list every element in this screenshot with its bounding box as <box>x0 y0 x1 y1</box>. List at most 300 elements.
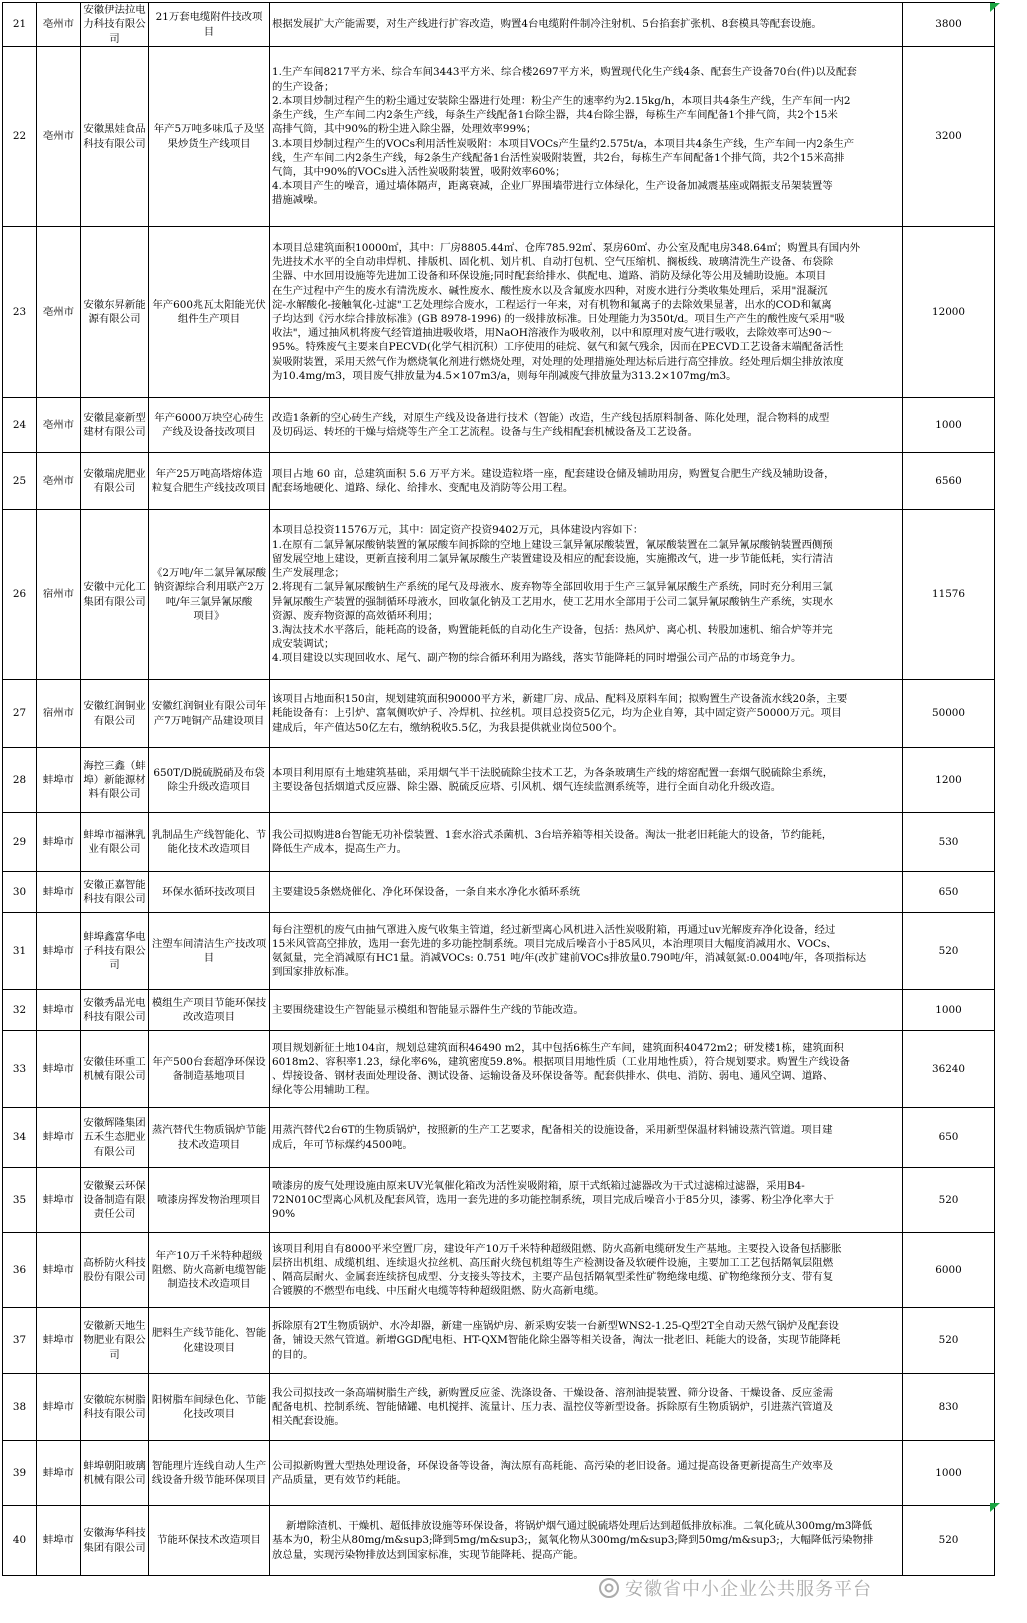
cell-line: 环保水循环技改项目 <box>162 885 256 898</box>
construction-content-cell <box>270 398 903 453</box>
row-number: 30 <box>3 872 37 913</box>
project-name-cell <box>149 1441 270 1506</box>
watermark <box>598 1575 872 1601</box>
investment-amount-cell: 1000 <box>903 990 995 1031</box>
cell-line: 合镀膜的不燃型布电线、中压耐火电缆等特种超级阻燃、防火高新电缆。 <box>272 1285 605 1298</box>
cell-line: 安徽正嘉智 <box>83 878 136 891</box>
cell-line: 放总量，实现污染物排放达到国家标准，实现节能降耗、提高产能。 <box>272 1548 584 1561</box>
cell-line: 坚果炒货生产线项目 <box>167 123 265 150</box>
row-number: 26 <box>3 510 37 680</box>
cell-line: 建成后，年产值达50亿左右，缴纳税收5.5亿，为我县提供就业岗位500个。 <box>272 721 623 734</box>
company-cell <box>81 990 149 1031</box>
cell-line: 及切码运、转坯的干燥与焙烧等生产全工艺流程。设备与生产线相配套机械设备及工艺设备。 <box>272 426 699 438</box>
cell-line: 技集团有限 <box>83 1527 146 1554</box>
construction-content-cell <box>270 813 903 872</box>
city-cell: 蚌埠市 <box>37 990 81 1031</box>
cell-line: 安徽辉隆集 <box>83 1117 136 1130</box>
city-cell: 蚌埠市 <box>37 1168 81 1233</box>
cell-line: 项目 <box>245 1474 267 1486</box>
cell-line: 公司 <box>124 1271 146 1283</box>
cell-line: 项目 <box>203 937 267 964</box>
cell-line: 海控三鑫 <box>83 759 125 772</box>
table-row <box>3 913 995 990</box>
cell-line: 型建材有限 <box>83 411 146 438</box>
row-number: 38 <box>3 1374 37 1441</box>
row-number: 37 <box>3 1308 37 1374</box>
company-cell <box>81 748 149 813</box>
cell-line: 项目》 <box>193 609 225 622</box>
row-number: 31 <box>3 913 37 990</box>
project-name-cell <box>149 453 270 510</box>
cell-line: 设备制造基地项目 <box>172 1055 266 1082</box>
cell-line: 措施减噪。 <box>272 194 324 207</box>
cell-line: 有限责任公 <box>93 1193 146 1221</box>
project-name-cell <box>149 813 270 872</box>
table-row <box>3 872 995 913</box>
cell-line: 智能理片连线自动人生 <box>151 1459 256 1472</box>
cell-line: 公司 <box>124 1408 146 1420</box>
cell-line: 能化建设项目 <box>183 1327 267 1354</box>
cell-line: 公司 <box>124 137 146 150</box>
investment-amount-cell: 530 <box>903 813 995 872</box>
cell-line: 2.本项目炒制过程产生的粉尘通过安装除尘器进行处理：粉尘产生的速率约为2.15kg/h，本项目共4条生产线，生产车间一内2 <box>272 94 851 107</box>
city-cell: 亳州市 <box>37 47 81 227</box>
cell-line: 司 <box>130 843 141 855</box>
city-cell: 亳州市 <box>37 227 81 398</box>
project-name-cell <box>149 748 270 813</box>
cell-line: 安徽昆豪新 <box>83 411 136 424</box>
city-cell: 亳州市 <box>37 3 81 47</box>
project-name-cell <box>149 227 270 398</box>
cell-line: 、隔高层耐火、金属套连续挤包成型、分支接头等技术，主要产品包括隔氧型柔性矿物绝缘电缆、矿物绝缘预分支、带有复 <box>272 1271 834 1283</box>
row-number: 25 <box>3 453 37 510</box>
cell-line: 线，生产车间二内2条生产线，每2条生产线配备1台活性炭吸附装置，共2台，每栋生产车间配备1个排气筒，共2个15米高排 <box>272 151 845 164</box>
cell-line: 项目规划新征土地104亩，规划总建筑面积46490 m2，其中包括6栋生产车间，建筑面积40472m2；研发楼1栋，建筑面积 <box>272 1041 844 1054</box>
cell-line: 乳制品生产线智能化、 <box>151 828 256 841</box>
cell-line: 安徽佳环重 <box>83 1055 136 1068</box>
construction-content-cell <box>270 510 903 680</box>
city-cell: 蚌埠市 <box>37 1108 81 1168</box>
construction-content-cell <box>270 1168 903 1233</box>
city-cell: 宿州市 <box>37 680 81 748</box>
cell-line: 项目 <box>203 11 263 38</box>
cell-line: 2万吨/年三氯异氰尿酸 <box>165 581 265 608</box>
investment-amount-cell: 830 <box>903 1374 995 1441</box>
cell-line: 4.本项目产生的噪音，通过墙体隔声，距离衰减，企业厂界围墙带进行立体绿化，生产设备加减震基座或隔振支吊架装置等 <box>272 180 833 193</box>
cell-line: 年产500台套超净环保 <box>152 1055 256 1068</box>
cell-line: 限公司 <box>109 944 146 972</box>
row-number: 32 <box>3 990 37 1031</box>
row-number: 33 <box>3 1031 37 1108</box>
city-cell: 亳州市 <box>37 398 81 453</box>
construction-content-cell <box>270 1441 903 1506</box>
cell-line: 公司 <box>124 893 146 905</box>
cell-line: 先进技术水平的全自动串焊机、排版机、固化机、划片机、自动打包机、空气压缩机、搁板线、玻璃清洗生产设备、布袋除 <box>272 256 834 269</box>
cell-line: 主要围绕建设生产智能显示模组和智能显示器件生产线的节能改造。 <box>272 1003 584 1016</box>
cell-line: 公司 <box>124 1011 146 1023</box>
cell-line: 璃机械有限 <box>83 1459 146 1486</box>
cell-line: 95%。特殊废气主要来自PECVD(化学气相沉积）工序使用的硅烷、氨气和氮气残余，因而在PECVD工艺设备末端配备活性 <box>272 341 844 354</box>
cell-line: 项目 <box>243 714 265 727</box>
project-name-cell <box>149 3 270 47</box>
cell-line: 安徽红润铜 <box>83 700 136 713</box>
cell-line: 年产6000万块空心砖生 <box>154 411 264 424</box>
cell-line: 6018m2、容积率1.23，绿化率6%，建筑密度59.8%。根据项目用地性质（工业用地性质），符合规划要求。购置生产线设备 <box>272 1055 850 1068</box>
wechat-logo-icon <box>598 1577 620 1599</box>
corner-marker-top <box>990 3 1000 12</box>
cell-line: 年产5万吨多味瓜子及 <box>153 123 254 136</box>
project-name-cell <box>149 510 270 680</box>
cell-line: 公司 <box>124 1541 146 1554</box>
cell-line: 年产7万吨铜产品建设 <box>153 700 267 727</box>
cell-line: 备，铺设天然气管道。新增GGD配电柜、HT-QXM智能化除尘器等相关设备，淘汰一批老旧、耗能大的设备，实现节能降耗 <box>272 1334 841 1347</box>
company-cell <box>81 1441 149 1506</box>
cell-line: 改造1条新的空心砖生产线，对原生产线及设备进行技术（智能）改造，生产线包括原料制备、陈化处理，混合物料的成型 <box>272 411 830 424</box>
city-cell: 蚌埠市 <box>37 1031 81 1108</box>
cell-line: 3.淘汰技术水平落后，能耗高的设备，购置能耗低的自动化生产设备，包括：热风炉、离心机、转股加速机、缩合炉等并完 <box>272 623 833 636</box>
cell-line: 21万套电缆附件技改 <box>155 11 252 24</box>
cell-line: 安徽秀晶光 <box>83 996 136 1009</box>
project-name-cell <box>149 1233 270 1308</box>
cell-line: 公司 <box>124 1474 146 1486</box>
cell-line: 1.生产车间8217平方米、综合车间3443平方米、综合楼2697平方米，购置现代化生产线4条、配套生产设备70台(件)以及配套 <box>272 66 857 79</box>
row-number: 36 <box>3 1233 37 1308</box>
project-name-cell <box>149 680 270 748</box>
row-number: 35 <box>3 1168 37 1233</box>
cell-line: 司 <box>124 1208 136 1221</box>
investment-amount-cell: 1000 <box>903 1441 995 1506</box>
cell-line: 我公司拟技改一条高端树脂生产线，新购置反应釜、洗涤设备、干燥设备、溶剂油提装置、筛分设备、干燥设备、反应釜需 <box>272 1386 834 1399</box>
cell-line: 能科技有限 <box>83 878 146 905</box>
company-cell <box>81 1108 149 1168</box>
cell-line: 的目的。 <box>272 1348 314 1361</box>
cell-line: 生产发展理念； <box>272 567 345 580</box>
cell-line: 该项目占地面积150亩，规划建筑面积90000平方米，新建厂房、成品、配料及原料车间；拟购置生产设备流水线20条，主要 <box>272 693 848 706</box>
cell-line: 阳树脂车间绿色化、节 <box>151 1393 256 1406</box>
cell-line: 高排气筒，其中90%的粉尘进入除尘器，处理效率99%； <box>272 123 537 136</box>
cell-line: 能技术改造项目 <box>177 1124 267 1151</box>
company-cell <box>81 47 149 227</box>
cell-line: 子均达到《污水综合排放标准》(GB 8978-1996) 的一级排放标准。日处理能力为350t/d。项目生产产生的酸性废气采用"吸 <box>272 313 845 325</box>
cell-line: 本项目总建筑面积10000㎡，其中：厂房8805.44㎡、仓库785.92㎡、泵房60㎡、办公室及配电房348.64㎡；购置具有国内外 <box>272 241 860 254</box>
investment-amount-cell: 50000 <box>903 680 995 748</box>
construction-content-cell <box>270 1308 903 1374</box>
investment-amount-cell: 1000 <box>903 398 995 453</box>
cell-line: 团五禾生态 <box>83 1117 146 1144</box>
table-row <box>3 748 995 813</box>
cell-line: 条生产线，生产车间二内2条生产线，每条生产线配备1台除尘器，共4台除尘器，每栋生产车间配备1个排气筒，共2个15米 <box>272 109 838 122</box>
cell-line: 注塑车间清洁生产技改 <box>151 937 256 950</box>
cell-line: 配备电机、控制系统、智能储罐、电机搅拌、流量计、压力表、温控仪等新型设备。拆除原有生物质锅炉，引进蒸汽管道及 <box>272 1400 834 1413</box>
cell-line: 的生产设备； <box>272 80 335 93</box>
investment-amount-cell: 520 <box>903 913 995 990</box>
project-name-cell <box>149 1108 270 1168</box>
cell-line: 安徽瑞虎肥 <box>83 467 136 480</box>
row-number: 23 <box>3 227 37 398</box>
cell-line: （蚌埠）新 <box>83 759 146 786</box>
cell-line: 基本为0，粉尘从80mg/m&sup3;降到5mg/m&sup3;，氮氧化物从300mg/m&sup3;降到50mg/m&sup3;，大幅降低污染物排 <box>272 1534 874 1547</box>
investment-amount-cell: 36240 <box>903 1031 995 1108</box>
cell-line: 产品质量，更有效节约耗能。 <box>272 1474 408 1486</box>
cell-line: 保设备制造 <box>83 1179 146 1206</box>
cell-line: 用蒸汽替代2台6T的生物质锅炉，按照新的生产工艺要求，配备相关的设施设备，采用新型保温材料铺设蒸汽管道。项目建 <box>272 1124 833 1137</box>
project-name-cell <box>149 1374 270 1441</box>
company-cell <box>81 3 149 47</box>
cell-line: 每台注塑机的废气由抽气罩进入废气收集主管道，经过新型离心风机进入活性炭吸附箱，再通过uv光解废弃净化设备，经过 <box>272 923 836 936</box>
row-number: 24 <box>3 398 37 453</box>
cell-line: 拆除原有2T生物质锅炉、水冷却器，新建一座锅炉房、新采购安装一台新型WNS2-1.25-Q型2T全自动天然气锅炉及配套设 <box>272 1320 839 1333</box>
cell-line: 90% <box>272 1208 296 1221</box>
cell-line: 安徽黑娃食 <box>83 123 136 136</box>
cell-line: 淀-水解酸化-接触氧化-过滤"工艺处理综合废水，工程运行一年来，对有机物和氟离子的去除效果显著，出水的COD和氟离 <box>272 298 832 311</box>
cell-line: 安徽中元化 <box>83 581 136 594</box>
cell-line: 司 <box>130 313 141 325</box>
cell-line: 品科技有限 <box>83 123 146 150</box>
cell-line: 耗能设备有：上引炉、富氧侧吹炉子、冷焊机、拉丝机。项目总投资5亿元，均为企业自筹，其中固定资产50000万元。项目 <box>272 707 842 720</box>
company-cell <box>81 872 149 913</box>
cell-line: 电子科技有 <box>83 930 146 957</box>
cell-line: 喷漆房的废气处理设施由原来UV光氧催化箱改为活性炭吸附箱，原干式纸箱过滤器改为干式过滤棉过滤器，采用B4- <box>272 1179 805 1192</box>
cell-line: 模组生产项目节能环保 <box>151 996 256 1009</box>
table-row <box>3 990 995 1031</box>
company-cell <box>81 398 149 453</box>
cell-line: 安徽皖东树 <box>83 1393 136 1406</box>
row-number: 34 <box>3 1108 37 1168</box>
cell-line: 留发展空地上建设，更新直接利用二氯异氰尿酸生产装置建设及相应的配套设施，实施搬改气，进一步节能低耗，实行清洁 <box>272 552 834 565</box>
cell-line: 15米风管高空排放，选用一套先进的多功能控制系统。项目完成后噪音小于85风贝，本治理项目大幅度消减用水、VOCs、 <box>272 937 837 950</box>
investment-amount-cell: 12000 <box>903 227 995 398</box>
cell-line: 节能环保技术改造项目 <box>157 1534 261 1547</box>
cell-line: 到国家排放标准。 <box>272 966 356 979</box>
table-row <box>3 510 995 680</box>
cell-line: 成后，年可节标煤约4500吨。 <box>272 1138 413 1151</box>
cell-line: 项目占地 60 亩，总建筑面积 5.6 万平方米。建设造粒塔一座，配套建设仓储及辅助用房，购置复合肥生产线及辅助设备， <box>272 467 835 480</box>
construction-content-cell <box>270 3 903 47</box>
cell-line: 蚌埠朝阳玻 <box>83 1459 136 1472</box>
table-row <box>3 680 995 748</box>
cell-line: 能化技改项目 <box>183 1393 267 1420</box>
cell-line: 业有限公司 <box>93 700 146 727</box>
cell-line: 公司拟新购置大型热处理设备，环保设备等设备，淘汰原有高耗能、高污染的老旧设备。通过提高设备更新提高生产效率及 <box>272 1459 834 1472</box>
cell-line: 资源、废弃物资源的高效循环利用； <box>272 609 439 622</box>
investment-amount-cell: 6560 <box>903 453 995 510</box>
investment-amount-cell: 520 <box>903 1168 995 1233</box>
construction-content-cell <box>270 680 903 748</box>
city-cell: 蚌埠市 <box>37 813 81 872</box>
cell-line: 公司 <box>124 595 146 608</box>
construction-content-cell <box>270 872 903 913</box>
cell-line: 《2万吨/年二氯异氰尿 <box>151 567 256 580</box>
cell-line: 限公司 <box>109 18 146 45</box>
cell-line: 业有限公司 <box>93 467 146 494</box>
cell-line: 技股份有限 <box>83 1256 146 1283</box>
cell-line: 炭吸附装置，采用天然气作为燃烧氧化剂进行燃烧处理，对处理的处理措施处理达标后进行高空排放。经处理后烟尘排放浓度 <box>272 355 844 368</box>
table-row <box>3 1233 995 1308</box>
cell-line: 能源材料有 <box>88 773 146 801</box>
investment-amount-cell: 3800 <box>903 3 995 47</box>
cell-line: 工集团有限 <box>83 581 146 608</box>
project-name-cell <box>149 1308 270 1374</box>
cell-line: 2.将现有二氯异氰尿酸钠生产系统的尾气及母液水、废弃物等全部回收用于生产三氯异氰尿酸生产系统，同时充分利用三氯 <box>272 581 833 594</box>
cell-line: 4.项目建设以实现回收水、尾气、副产物的综合循环利用为路线，落实节能降耗的同时增强公司产品的市场竞争力。 <box>272 652 802 665</box>
cell-line: 工机械有限 <box>83 1055 146 1082</box>
cell-line: 乳业有限公 <box>88 828 146 855</box>
cell-line: 粒复合肥生产线技改项目 <box>151 482 267 494</box>
city-cell: 蚌埠市 <box>37 1441 81 1506</box>
table-row <box>3 1168 995 1233</box>
cell-line: 能源有限公 <box>88 298 146 325</box>
cell-line: 节能化技术改造项目 <box>167 828 267 855</box>
cell-line: 喷漆房挥发物治理项目 <box>157 1193 261 1206</box>
construction-content-cell <box>270 1031 903 1108</box>
city-cell: 宿州市 <box>37 510 81 680</box>
cell-line: 安徽聚云环 <box>83 1179 136 1192</box>
table-row <box>3 1031 995 1108</box>
city-cell: 蚌埠市 <box>37 1308 81 1374</box>
construction-content-cell <box>270 227 903 398</box>
project-name-cell <box>149 398 270 453</box>
cell-line: 相关配套设施。 <box>272 1415 345 1428</box>
cell-line: 限公司 <box>109 1334 146 1361</box>
construction-content-cell <box>270 990 903 1031</box>
project-name-cell <box>149 1506 270 1576</box>
construction-content-cell <box>270 1506 903 1576</box>
cell-line: 安徽海华科 <box>83 1527 136 1540</box>
table-row <box>3 1506 995 1576</box>
table-row <box>3 1441 995 1506</box>
cell-line: 电科技有限 <box>83 996 146 1023</box>
cell-line: 异氰尿酸生产装置的强制循环母液水，回收氯化钠及工艺用水，使工艺用水全部用于公司二氯异氰尿酸钠生产系统，实现水 <box>272 595 834 608</box>
cell-line: 脂科技有限 <box>83 1393 146 1420</box>
investment-amount-cell: 6000 <box>903 1233 995 1308</box>
cell-line: 公司 <box>124 1070 146 1082</box>
investment-amount-cell: 650 <box>903 872 995 913</box>
cell-line: 氨氮量，完全消减原有HC1量。消减VOCs: 0.751 吨/年(改扩建前VOCs排放量0.790吨/年，消减氨氮:0.004吨/年，各项指标达 <box>272 952 867 964</box>
cell-line: 、焊接设备、钢材表面处理设备、测试设备、运输设备及环保设备等。配套供排水、供电、消防、弱电、通风空调、道路、 <box>272 1070 834 1082</box>
cell-line: 650T/D脱硫脱硝及布 <box>153 766 255 779</box>
cell-line: 在生产过程中产生的废水有清洗废水、碱性废水、酸性废水以及含氟废水四种，对废水进行分类收集处理后，采用"混凝沉 <box>272 284 828 297</box>
cell-line: 3.本项目炒制过程产生的VOCs利用活性炭吸附：本项目VOCs产生量约2.575t/a，本项目共4条生产线，生产车间一内2条生产 <box>272 137 855 150</box>
cell-line: 本项目利用原有土地建筑基础，采用烟气半干法脱硫除尘技术工艺，为各条玻璃生产线的熔窑配置一套烟气脱硫除尘系统， <box>272 766 834 779</box>
cell-line: 安徽东昇新 <box>83 298 136 311</box>
row-number: 39 <box>3 1441 37 1506</box>
table-row <box>3 398 995 453</box>
project-name-cell <box>149 913 270 990</box>
project-name-cell <box>149 1031 270 1108</box>
cell-line: 年产10万千米特种超级 <box>155 1249 263 1262</box>
cell-line: 新增除渣机、干燥机、超低排放设施等环保设备，将锅炉烟气通过脱硫塔处理后达到超低排放标准。二氧化硫从300mg/m3降低 <box>286 1520 873 1533</box>
construction-content-cell <box>270 1233 903 1308</box>
cell-line: 蚌埠市福淋 <box>83 828 136 841</box>
company-cell <box>81 1168 149 1233</box>
company-cell <box>81 1233 149 1308</box>
cell-line: 主要设备包括烟道式反应器、除尘器、脱硫反应塔、引风机、烟气连续监测系统等，进行全面自动化升级改造。 <box>272 781 782 793</box>
cell-line: 该项目利用自有8000平米空置厂房，建设年产10万千米特种超级阻燃、防火高新电缆研发生产基地。主要投入设备包括膨胀 <box>272 1242 842 1255</box>
table-row <box>3 1108 995 1168</box>
row-number: 29 <box>3 813 37 872</box>
investment-amount-cell: 11576 <box>903 510 995 680</box>
cell-line: 能制造技术改造项目 <box>167 1263 267 1291</box>
cell-line: 降低生产成本，提高生产力。 <box>272 843 408 855</box>
cell-line: 主要建设5条燃烧催化、净化环保设备，一条自来水净化水循环系统 <box>272 885 580 898</box>
row-number: 27 <box>3 680 37 748</box>
company-cell <box>81 1308 149 1374</box>
table-row <box>3 3 995 47</box>
table-row <box>3 1308 995 1374</box>
cell-line: 袋除尘升级改造项目 <box>167 766 265 793</box>
table-row <box>3 1374 995 1441</box>
construction-content-cell <box>270 913 903 990</box>
company-cell <box>81 453 149 510</box>
project-name-cell <box>149 990 270 1031</box>
row-number: 28 <box>3 748 37 813</box>
cell-line: 安徽红润铜业有限公司 <box>151 700 256 713</box>
cell-line: 配套场地硬化、道路、绿化、给排水、变配电及消防等公用工程。 <box>272 482 574 494</box>
cell-line: 蚌埠鑫富华 <box>83 930 136 943</box>
company-cell <box>81 680 149 748</box>
cell-line: 年产600兆瓦太阳能光 <box>152 298 256 311</box>
cell-line: 生物肥业有 <box>83 1320 146 1347</box>
company-cell <box>81 227 149 398</box>
city-cell: 蚌埠市 <box>37 872 81 913</box>
company-cell <box>81 1374 149 1441</box>
cell-line: 产线设备升级节能环保 <box>151 1459 267 1486</box>
cell-line: 高桥防火科 <box>83 1256 136 1269</box>
company-cell <box>81 510 149 680</box>
investment-amount-cell: 520 <box>903 1506 995 1576</box>
row-number: 21 <box>3 3 37 47</box>
investment-amount-cell: 520 <box>903 1308 995 1374</box>
cell-line: 肥料生产线节能化、智 <box>151 1327 256 1340</box>
cell-line: 伏组件生产项目 <box>177 298 266 325</box>
row-number: 40 <box>3 1506 37 1576</box>
cell-line: 绿化等公用辅助工程。 <box>272 1084 376 1097</box>
cell-line: 1.在原有二氯异氰尿酸钠装置的氰尿酸车间拆除的空地上建设三氯异氰尿酸装置，氰尿酸装置在二氯异氰尿酸钠装置西侧预 <box>272 538 833 551</box>
cell-line: 层挤出机组、成缆机组、连续退火拉丝机、高压耐火绕包机组等生产检测设备及软硬件设施，主要加工工艺包括隔氧层阻燃 <box>272 1256 834 1269</box>
watermark-text: 安徽省中小企业公共服务平台 <box>625 1579 872 1600</box>
cell-line: 收法"，通过抽风机将废气经管道抽进吸收塔，用NaOH溶液作为吸收剂，以中和原理对废气进行吸收，去除效率可达90～ <box>272 327 833 340</box>
cell-line: 公司 <box>124 426 146 438</box>
construction-content-cell <box>270 1108 903 1168</box>
company-cell <box>81 913 149 990</box>
cell-line: 技改改造项目 <box>183 996 267 1023</box>
cell-line: 72N010C型离心风机及配套风管，选用一套先进的多功能控制系统，项目完成后噪音小于85分贝，漆雾、粉尘净化率大于 <box>272 1193 835 1206</box>
cell-line: 成安装调试； <box>272 638 335 651</box>
cell-line: 电力科技有 <box>83 4 146 31</box>
project-name-cell <box>149 872 270 913</box>
project-table <box>2 2 995 1576</box>
cell-line: 为10.4mg/m3，项目废气排放量为4.5×107m3/a，则每年削减废气排放量为313.2×107mg/m3。 <box>272 369 737 382</box>
cell-line: 年产25万吨高塔熔体造 <box>155 467 263 480</box>
cell-line: 本项目总投资11576万元，其中：固定资产投资9402万元，具体建设内容如下： <box>272 524 644 537</box>
company-cell <box>81 1031 149 1108</box>
cell-line: 蒸汽替代生物质锅炉节 <box>151 1124 256 1137</box>
construction-content-cell <box>270 1374 903 1441</box>
city-cell: 蚌埠市 <box>37 1506 81 1576</box>
row-number: 22 <box>3 47 37 227</box>
company-cell <box>81 1506 149 1576</box>
project-name-cell <box>149 47 270 227</box>
cell-line: 气筒，其中90%的VOCs进入活性炭吸附装置，吸附效率60%； <box>272 165 566 178</box>
city-cell: 蚌埠市 <box>37 1233 81 1308</box>
city-cell: 亳州市 <box>37 453 81 510</box>
company-cell <box>81 813 149 872</box>
cell-line: 尘器、中水回用设施等先进加工设备和环保设施;同时配套给排水、供配电、道路、消防及绿化等公用及辅助设施。本项目 <box>272 270 827 283</box>
construction-content-cell <box>270 748 903 813</box>
cell-line: 安徽新天地 <box>83 1320 136 1333</box>
investment-amount-cell: 1200 <box>903 748 995 813</box>
cell-line: 肥业有限公 <box>93 1131 146 1158</box>
